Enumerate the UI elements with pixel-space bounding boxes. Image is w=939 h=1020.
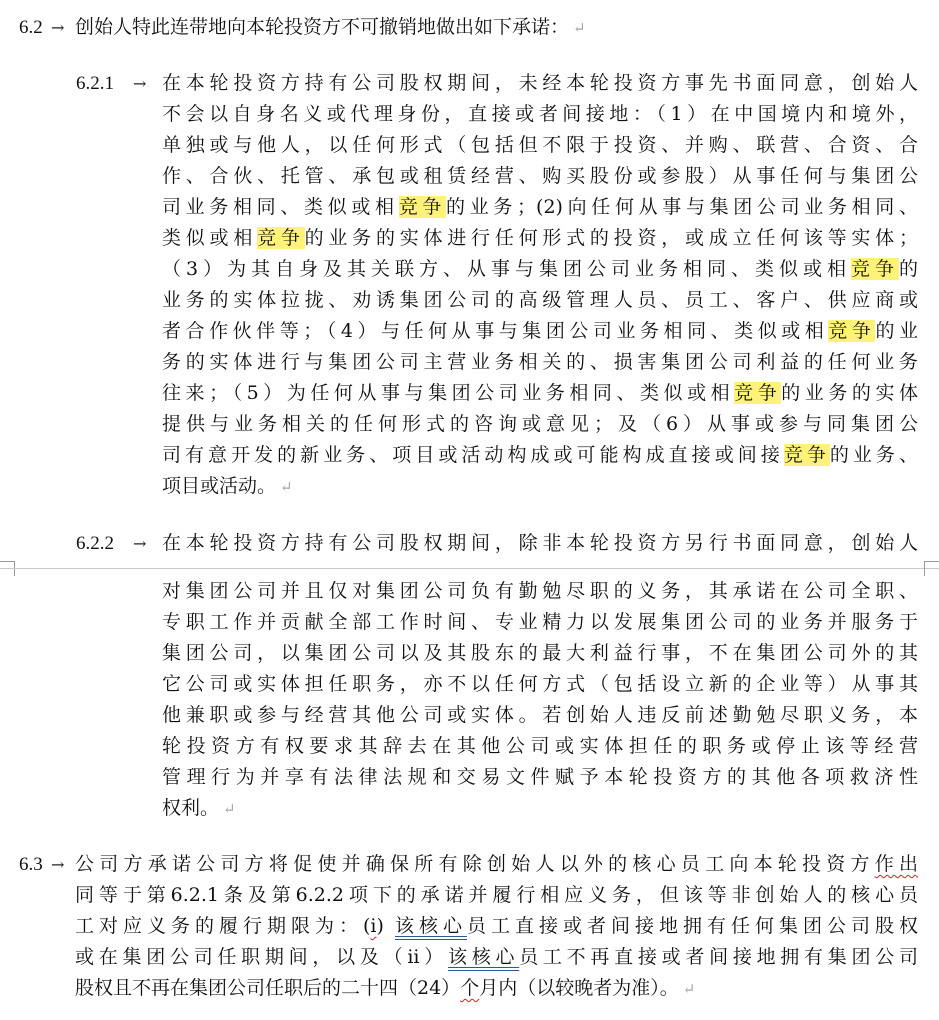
spellcheck-flagged-term: 作出 — [874, 853, 918, 875]
grammar-flagged-term: 该核心 — [394, 915, 467, 937]
text-run: 或在集团公司任职期间，以及（ii） — [75, 946, 448, 968]
text-line[interactable]: 务的实体进行与集团公司主营业务相关的、损害集团公司利益的任何业务 — [162, 351, 918, 373]
highlighted-term: 竞争 — [257, 227, 305, 249]
text-line[interactable] — [162, 440, 918, 471]
highlighted-term: 竞争 — [398, 196, 447, 218]
text-line[interactable] — [162, 378, 918, 409]
tab-arrow-mark: → — [51, 18, 65, 37]
text-run: 月内（以较晚者为准）。 — [479, 977, 679, 999]
text-run: 者合作伙伴等；（4）与任何从事与集团公司业务相同、类似或相 — [162, 320, 829, 342]
clause-number: 6.2 — [19, 17, 43, 38]
highlighted-term: 竞争 — [850, 258, 899, 280]
text-line[interactable] — [75, 942, 918, 973]
paragraph-mark: ↵ — [280, 478, 293, 496]
text-line[interactable] — [75, 849, 918, 880]
tab-arrow-mark: → — [51, 855, 65, 874]
clause-number: 6.3 — [19, 854, 43, 875]
tab-arrow-mark: → — [133, 74, 147, 93]
paragraph-mark: ↵ — [573, 19, 586, 37]
spellcheck-flagged-term: i — [370, 915, 377, 937]
text-line[interactable]: 他兼职或参与经营其他公司或实体。若创始人违反前述勤勉尽职义务，本 — [162, 704, 918, 726]
text-line[interactable]: 它公司或实体担任职务，亦不以任何方式（包括设立新的企业等）从事其 — [162, 673, 918, 695]
text-line[interactable] — [162, 254, 918, 285]
text-line[interactable] — [75, 911, 918, 942]
highlighted-term: 竞争 — [783, 444, 830, 466]
text-run: 的业务的实体 — [781, 382, 918, 404]
text-run: ) — [376, 915, 395, 937]
text-line[interactable]: 业务的实体拉拢、劝诱集团公司的高级管理人员、员工、客户、供应商或 — [162, 289, 918, 311]
text-line[interactable]: 同等于第6.2.1条及第6.2.2项下的承诺并履行相应义务，但该等非创始人的核心员 — [75, 884, 918, 906]
text-line[interactable] — [162, 471, 293, 502]
text-run: 司有意开发的新业务、项目或活动构成或可能构成直接或间接 — [162, 444, 784, 466]
text-run: 公司方承诺公司方将促使并确保所有除创始人以外的核心员工向本轮投资方 — [75, 853, 875, 875]
grammar-flagged-term: 该核心 — [447, 946, 520, 968]
text-run: 工对应义务的履行期限为：( — [75, 915, 371, 937]
text-run: 员工直接或者间接地拥有任何集团公司股权 — [466, 915, 918, 937]
text-run: 的 — [898, 258, 918, 280]
text-line[interactable] — [162, 192, 918, 223]
text-line[interactable]: 轮投资方有权要求其辞去在其他公司或实体担任的职务或停止该等经营 — [162, 735, 918, 757]
clause-text[interactable] — [75, 12, 586, 43]
text-run: 的业务的实体进行任何形式的投资，或成立任何该等实体； — [304, 227, 918, 249]
text-line[interactable]: 专职工作并贡献全部工作时间、专业精力以发展集团公司的业务并服务于 — [162, 611, 918, 633]
text-run: 股权且不再在集团公司任职后的二十四（24） — [75, 977, 461, 999]
text-run: 类似或相 — [162, 227, 258, 249]
text-line[interactable]: 集团公司，以集团公司以及其股东的最大利益行事，不在集团公司外的其 — [162, 642, 918, 664]
text-line[interactable] — [162, 223, 918, 254]
page-corner-mark — [924, 561, 939, 576]
tab-arrow-mark: → — [133, 534, 147, 553]
clause-number: 6.2.1 — [76, 73, 114, 94]
text-run: （3）为其自身及其关联方、从事与集团公司业务相同、类似或相 — [162, 258, 851, 280]
text-run: 司业务相同、类似或相 — [162, 196, 399, 218]
text-run: 的业 — [875, 320, 918, 342]
text-line[interactable] — [162, 316, 918, 347]
text-line[interactable] — [162, 793, 236, 824]
text-line[interactable]: 不会以自身名义或代理身份，直接或者间接地：（1）在中国境内和境外， — [162, 103, 918, 125]
highlighted-term: 竞争 — [734, 382, 782, 404]
clause-number: 6.2.2 — [76, 533, 114, 554]
text-run: 往来；（5）为任何从事与集团公司业务相同、类似或相 — [162, 382, 735, 404]
highlighted-term: 竞争 — [828, 320, 876, 342]
text-line[interactable] — [75, 973, 695, 1004]
text-run: 的业务、 — [829, 444, 918, 466]
text-line[interactable]: 对集团公司并且仅对集团公司负有勤勉尽职的义务，其承诺在公司全职、 — [162, 580, 918, 602]
text-line[interactable]: 管理行为并享有法律法规和交易文件赋予本轮投资方的其他各项救济性 — [162, 766, 918, 788]
text-run: 权利。 — [162, 797, 220, 819]
page-break-divider — [0, 568, 939, 569]
text-line[interactable]: 单独或与他人，以任何形式（包括但不限于投资、并购、联营、合资、合 — [162, 134, 918, 156]
text-line[interactable]: 在本轮投资方持有公司股权期间，未经本轮投资方事先书面同意，创始人 — [162, 72, 918, 94]
text-line[interactable]: 在本轮投资方持有公司股权期间，除非本轮投资方另行书面同意，创始人 — [162, 532, 918, 554]
clause-text-content: 创始人特此连带地向本轮投资方不可撤销地做出如下承诺： — [75, 16, 570, 38]
paragraph-mark: ↵ — [223, 800, 236, 818]
text-run: 员工不再直接或者间接地拥有集团公司 — [519, 946, 918, 968]
text-line[interactable]: 作、合伙、托管、承包或租赁经营、购买股份或参股）从事任何与集团公 — [162, 165, 918, 187]
text-run: 项目或活动。 — [162, 475, 277, 497]
text-run: 的业务；(2)向任何从事与集团公司业务相同、 — [446, 196, 918, 218]
spellcheck-flagged-term: 个 — [460, 977, 480, 999]
paragraph-mark: ↵ — [682, 980, 696, 998]
text-line[interactable]: 提供与业务相关的任何形式的咨询或意见；及（6）从事或参与同集团公 — [162, 413, 918, 435]
